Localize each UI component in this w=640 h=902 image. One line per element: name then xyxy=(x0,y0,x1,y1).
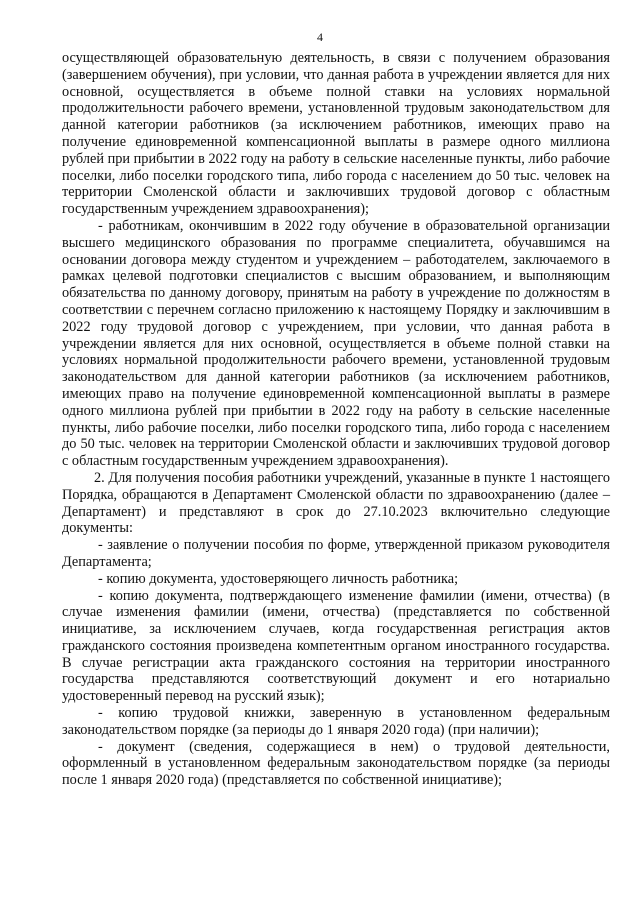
paragraph-item-2: 2. Для получения пособия работники учреждений, указанные в пункте 1 настоящего Порядка, обращаются в Департамент Смоленской области по здравоохранению (далее – Департамент) и представляют в срок до 27.10.2023 включительно следующие документы: xyxy=(62,469,610,537)
list-item-name-change-document: - копию документа, подтверждающего изменение фамилии (имени, отчества) (в случае изменения фамилии (имени, отчества) (представляется по собственной инициативе, за исключением случаев, когда государственная регистрация актов гражданского состояния произведена компетентным органом иностранного государства. В случае регистрации акта гражданского состояния на территории иностранного государства представляются соответствующий документ и его нотариально удостоверенный перевод на русский язык); xyxy=(62,587,610,705)
paragraph-graduates-2022: - работникам, окончившим в 2022 году обучение в образовательной организации высшего медицинского образования по программе специалитета, обучавшимся на основании договора между студентом и учреждением – работодателем, заключаемого в рамках целевой подготовки специалистов с высшим образованием, и выполняющим обязательства по данному договору, принятым на работу в учреждение по должностям в соответствии с перечнем согласно приложению к настоящему Порядку и заключившим в 2022 году трудовой договор с учреждением, при условии, что данная работа в учреждении является для них основной, осуществляется в объеме полной ставки на условиях нормальной продолжительности рабочего времени, установленной трудовым законодательством для данной категории работников (за исключением работников, имеющих право на получение единовременной компенсационной выплаты в размере одного миллиона рублей при прибытии в 2022 году на работу в сельские населенные пункты, либо рабочие поселки, либо поселки городского типа, либо города с населением до 50 тыс. человек на территории Смоленской области и заключивших трудовой договор с областным государственным учреждением здравоохранения). xyxy=(62,217,610,470)
list-item-identity-document: - копию документа, удостоверяющего личность работника; xyxy=(98,570,459,587)
document-body xyxy=(62,50,610,789)
paragraph-continuation: осуществляющей образовательную деятельность, в связи с получением образования (завершением обучения), при условии, что данная работа в учреждении является для них основной, осуществляется в объеме полной ставки на условиях нормальной продолжительности рабочего времени, установленной трудовым законодательством для данной категории работников (за исключением работников, имеющих право на получение единовременной компенсационной выплаты в размере одного миллиона рублей при прибытии в 2022 году на работу в сельские населенные пункты, либо рабочие поселки, либо поселки городского типа, либо города с населением до 50 тыс. человек на территории Смоленской области и заключивших трудовой договор с областным государственным учреждением здравоохранения); xyxy=(62,50,610,218)
page-number: 4 xyxy=(317,30,323,44)
list-item-application: - заявление о получении пособия по форме, утвержденной приказом руководителя Департамента; xyxy=(62,537,610,570)
list-item-employment-book: - копию трудовой книжки, заверенную в установленном федеральным законодательством порядке (за периоды до 1 января 2020 года) (при наличии); xyxy=(62,705,610,738)
list-item-employment-record: - документ (сведения, содержащиеся в нем) о трудовой деятельности, оформленный в установленном федеральным законодательством порядке (за периоды после 1 января 2020 года) (представляется по собственной инициативе); xyxy=(62,738,610,789)
